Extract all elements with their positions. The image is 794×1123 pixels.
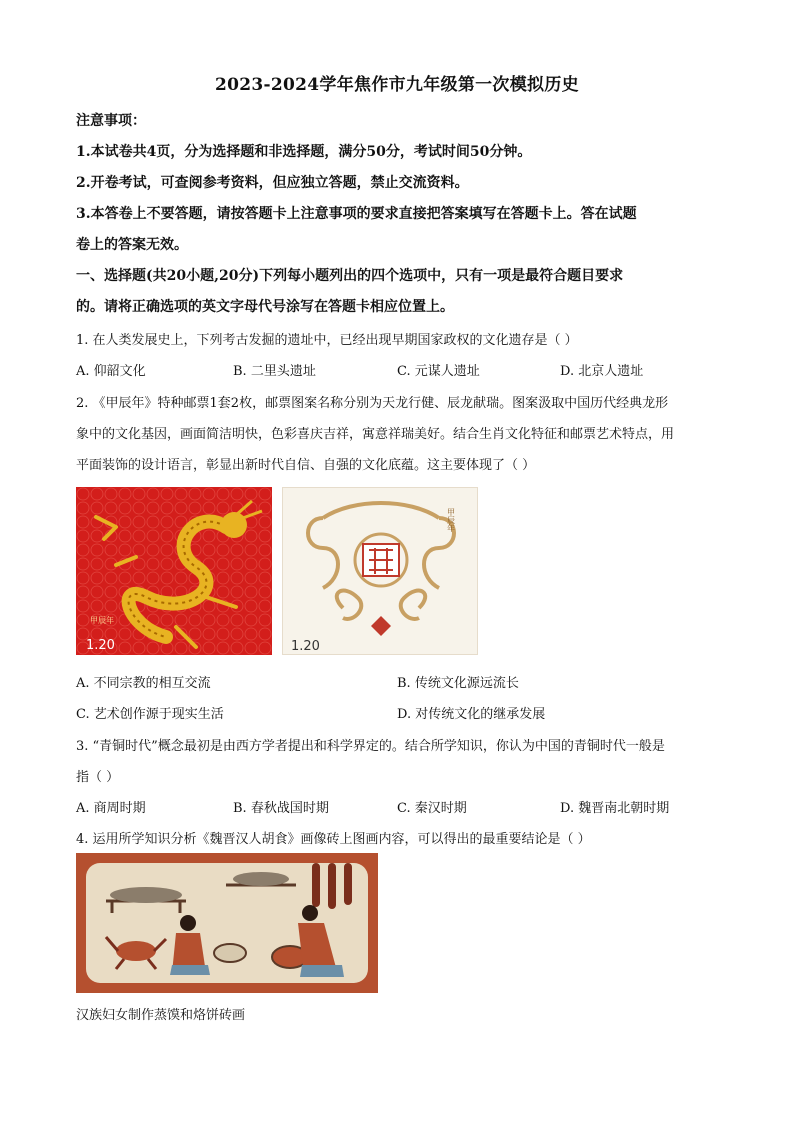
q2-stem-line-3: 平面装饰的设计语言，彰显出新时代自信、自强的文化底蕴。这主要体现了（ ） xyxy=(76,458,536,473)
brick-illustration xyxy=(76,853,378,993)
stamp-dragon-white xyxy=(282,487,478,655)
stamp1-value: 1.20 xyxy=(86,638,115,653)
q1-option-b: B. 二里头遗址 xyxy=(233,364,316,379)
notice-item-3-cont: 卷上的答案无效。 xyxy=(76,237,188,253)
brick-caption: 汉族妇女制作蒸馍和烙饼砖画 xyxy=(76,1008,246,1023)
q3-stem-line-2: 指（ ） xyxy=(76,770,120,785)
stamp1-label: 甲辰年 xyxy=(90,616,114,625)
notice-item-3: 3.本答卷上不要答题，请按答题卡上注意事项的要求直接把答案填写在答题卡上。答在试题 xyxy=(76,206,637,222)
q2-stem-line-2: 象中的文化基因，画面简洁明快，色彩喜庆吉祥，寓意祥瑞美好。结合生肖文化特征和邮票艺术特点，用 xyxy=(76,427,675,442)
section-heading-cont: 的。请将正确选项的英文字母代号涂写在答题卡相应位置上。 xyxy=(76,299,454,315)
q1-option-a: A. 仰韶文化 xyxy=(76,364,146,379)
q3-option-d: D. 魏晋南北朝时期 xyxy=(560,801,670,816)
q2-stem-line-1: 2. 《甲辰年》特种邮票1套2枚，邮票图案名称分别为天龙行健、辰龙献瑞。图案汲取中国历代经典龙形 xyxy=(76,396,669,411)
q2-option-b: B. 传统文化源远流长 xyxy=(397,676,519,691)
q3-option-c: C. 秦汉时期 xyxy=(397,801,467,816)
q1-option-d: D. 北京人遗址 xyxy=(560,364,644,379)
q4-stem: 4. 运用所学知识分析《魏晋汉人胡食》画像砖上图画内容，可以得出的最重要结论是（ ） xyxy=(76,832,591,847)
q3-option-a: A. 商周时期 xyxy=(76,801,146,816)
q2-option-d: D. 对传统文化的继承发展 xyxy=(397,707,546,722)
q2-option-a: A. 不同宗教的相互交流 xyxy=(76,676,211,691)
q1-option-c: C. 元谋人遗址 xyxy=(397,364,480,379)
q3-option-b: B. 春秋战国时期 xyxy=(233,801,329,816)
notice-item-1: 1.本试卷共4页，分为选择题和非选择题，满分50分，考试时间50分钟。 xyxy=(76,144,532,160)
stamp2-value: 1.20 xyxy=(291,639,320,654)
page-title: 2023-2024学年焦作市九年级第一次模拟历史 xyxy=(215,75,579,95)
ornament-illustration xyxy=(283,488,478,655)
section-heading: 一、选择题(共20小题,20分)下列每小题列出的四个选项中，只有一项是最符合题目要求 xyxy=(76,268,624,284)
stamp2-label: 甲辰年 xyxy=(446,508,456,532)
notice-heading: 注意事项： xyxy=(76,113,146,129)
stamp-dragon-red xyxy=(76,487,272,655)
notice-item-2: 2.开卷考试，可查阅参考资料，但应独立答题，禁止交流资料。 xyxy=(76,175,469,191)
q2-option-c: C. 艺术创作源于现实生活 xyxy=(76,707,224,722)
brick-painting-image xyxy=(76,853,378,993)
q1-stem: 1. 在人类发展史上，下列考古发掘的遗址中，已经出现早期国家政权的文化遗存是（ ） xyxy=(76,333,578,348)
dragon-illustration xyxy=(76,487,272,655)
q3-stem-line-1: 3. “青铜时代”概念最初是由西方学者提出和科学界定的。结合所学知识，你认为中国的青铜时代一般是 xyxy=(76,739,665,754)
